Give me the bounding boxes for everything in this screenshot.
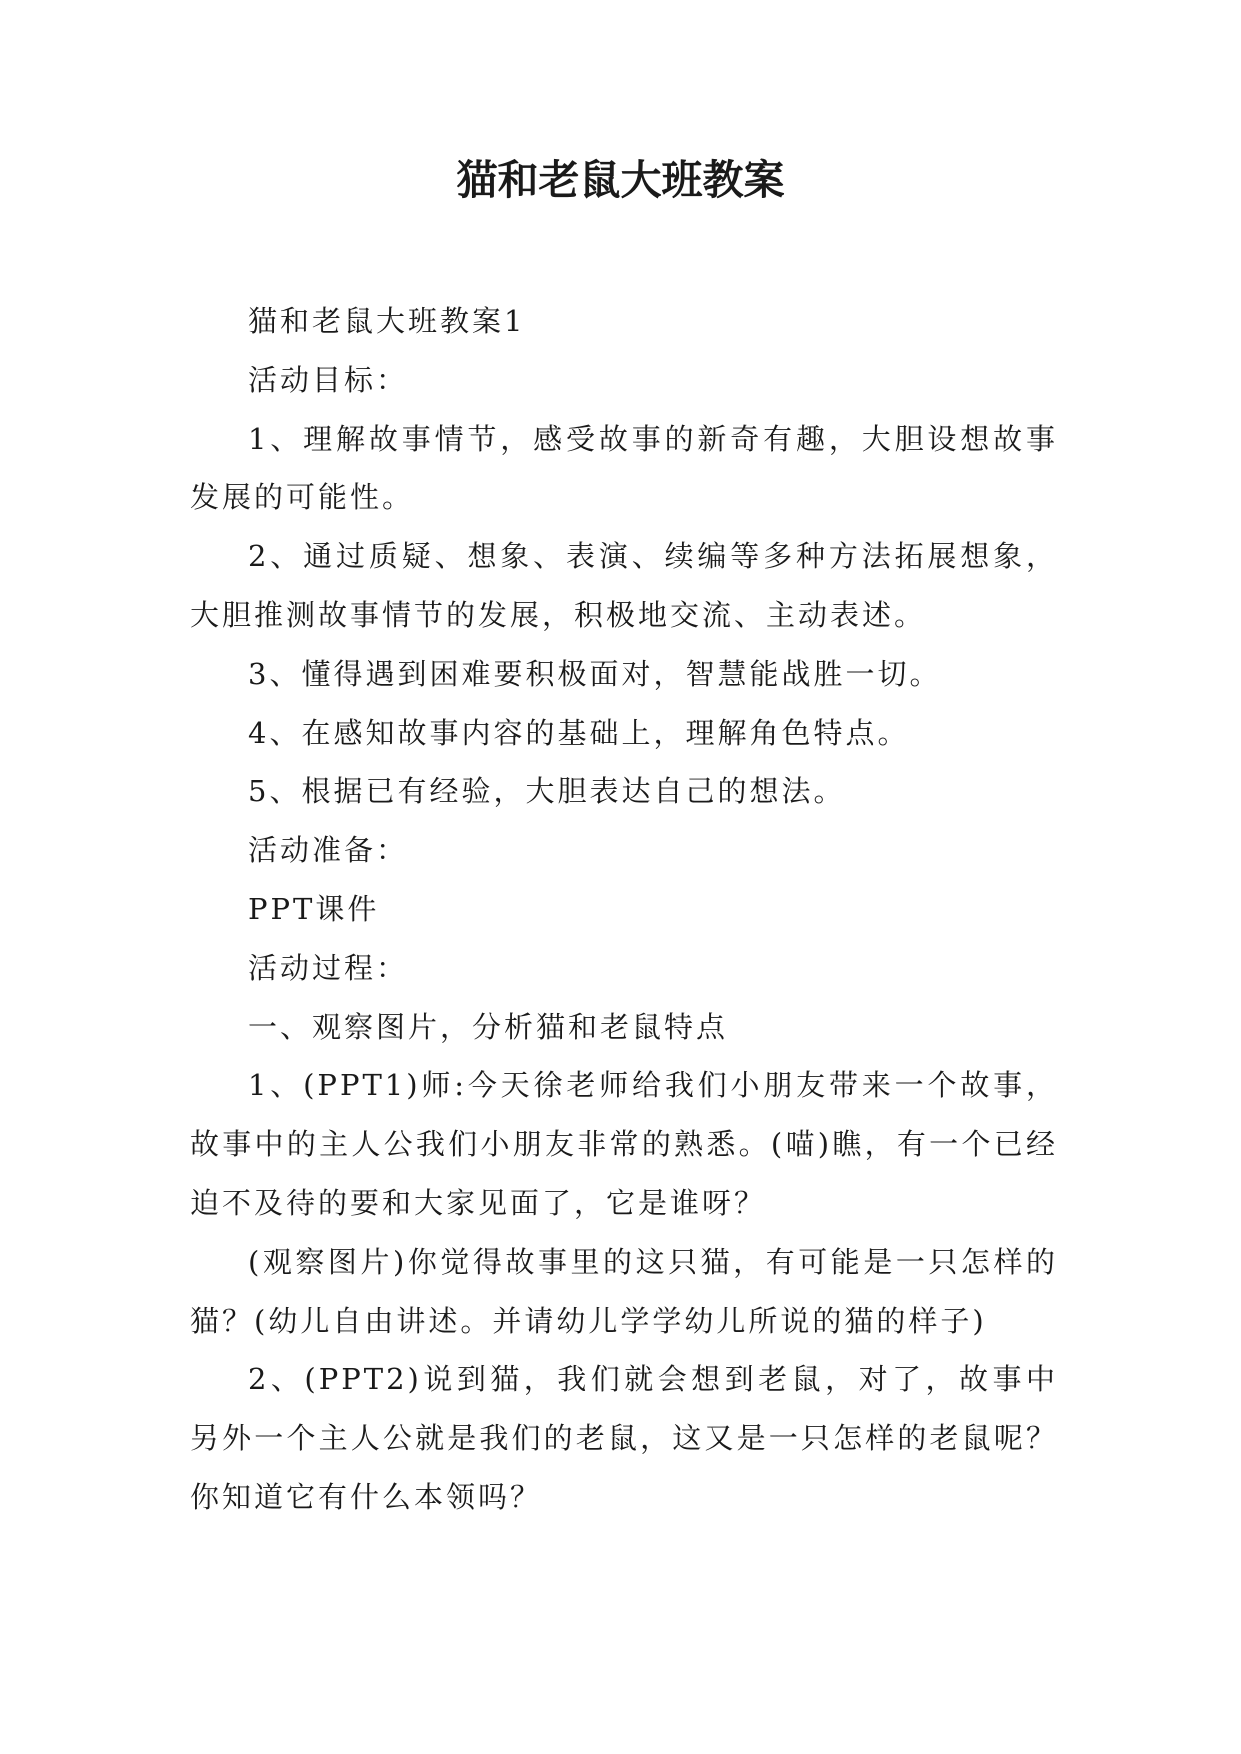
paragraph: 2、(PPT2)说到猫，我们就会想到老鼠，对了，故事中另外一个主人公就是我们的老鼠，这又是一只怎样的老鼠呢？你知道它有什么本领吗？ bbox=[190, 1362, 1058, 1514]
paragraph: 5、根据已有经验，大胆表达自己的想法。 bbox=[248, 774, 846, 809]
paragraph: 活动目标： bbox=[248, 362, 409, 397]
paragraph: 猫和老鼠大班教案1 bbox=[248, 304, 526, 338]
paragraph: PPT课件 bbox=[248, 891, 380, 926]
paragraph: 1、(PPT1)师:今天徐老师给我们小朋友带来一个故事，故事中的主人公我们小朋友非常的熟悉。(喵)瞧，有一个已经迫不及待的要和大家见面了，它是谁呀？ bbox=[190, 1068, 1058, 1220]
paragraph: 活动过程： bbox=[248, 950, 409, 985]
paragraph: 4、在感知故事内容的基础上，理解角色特点。 bbox=[248, 715, 910, 750]
paragraph: 1、理解故事情节，感受故事的新奇有趣，大胆设想故事发展的可能性。 bbox=[190, 421, 1058, 515]
paragraph: 活动准备： bbox=[248, 833, 409, 868]
paragraph: 一、观察图片，分析猫和老鼠特点 bbox=[248, 1009, 729, 1044]
paragraph: 3、懂得遇到困难要积极面对，智慧能战胜一切。 bbox=[248, 656, 942, 691]
document-body bbox=[190, 292, 1058, 1527]
paragraph: (观察图片)你觉得故事里的这只猫，有可能是一只怎样的猫？(幼儿自由讲述。并请幼儿学学幼儿所说的猫的样子) bbox=[190, 1244, 1058, 1338]
paragraph: 2、通过质疑、想象、表演、续编等多种方法拓展想象，大胆推测故事情节的发展，积极地交流、主动表述。 bbox=[190, 539, 1058, 632]
document-title: 猫和老鼠大班教案 bbox=[456, 156, 785, 204]
